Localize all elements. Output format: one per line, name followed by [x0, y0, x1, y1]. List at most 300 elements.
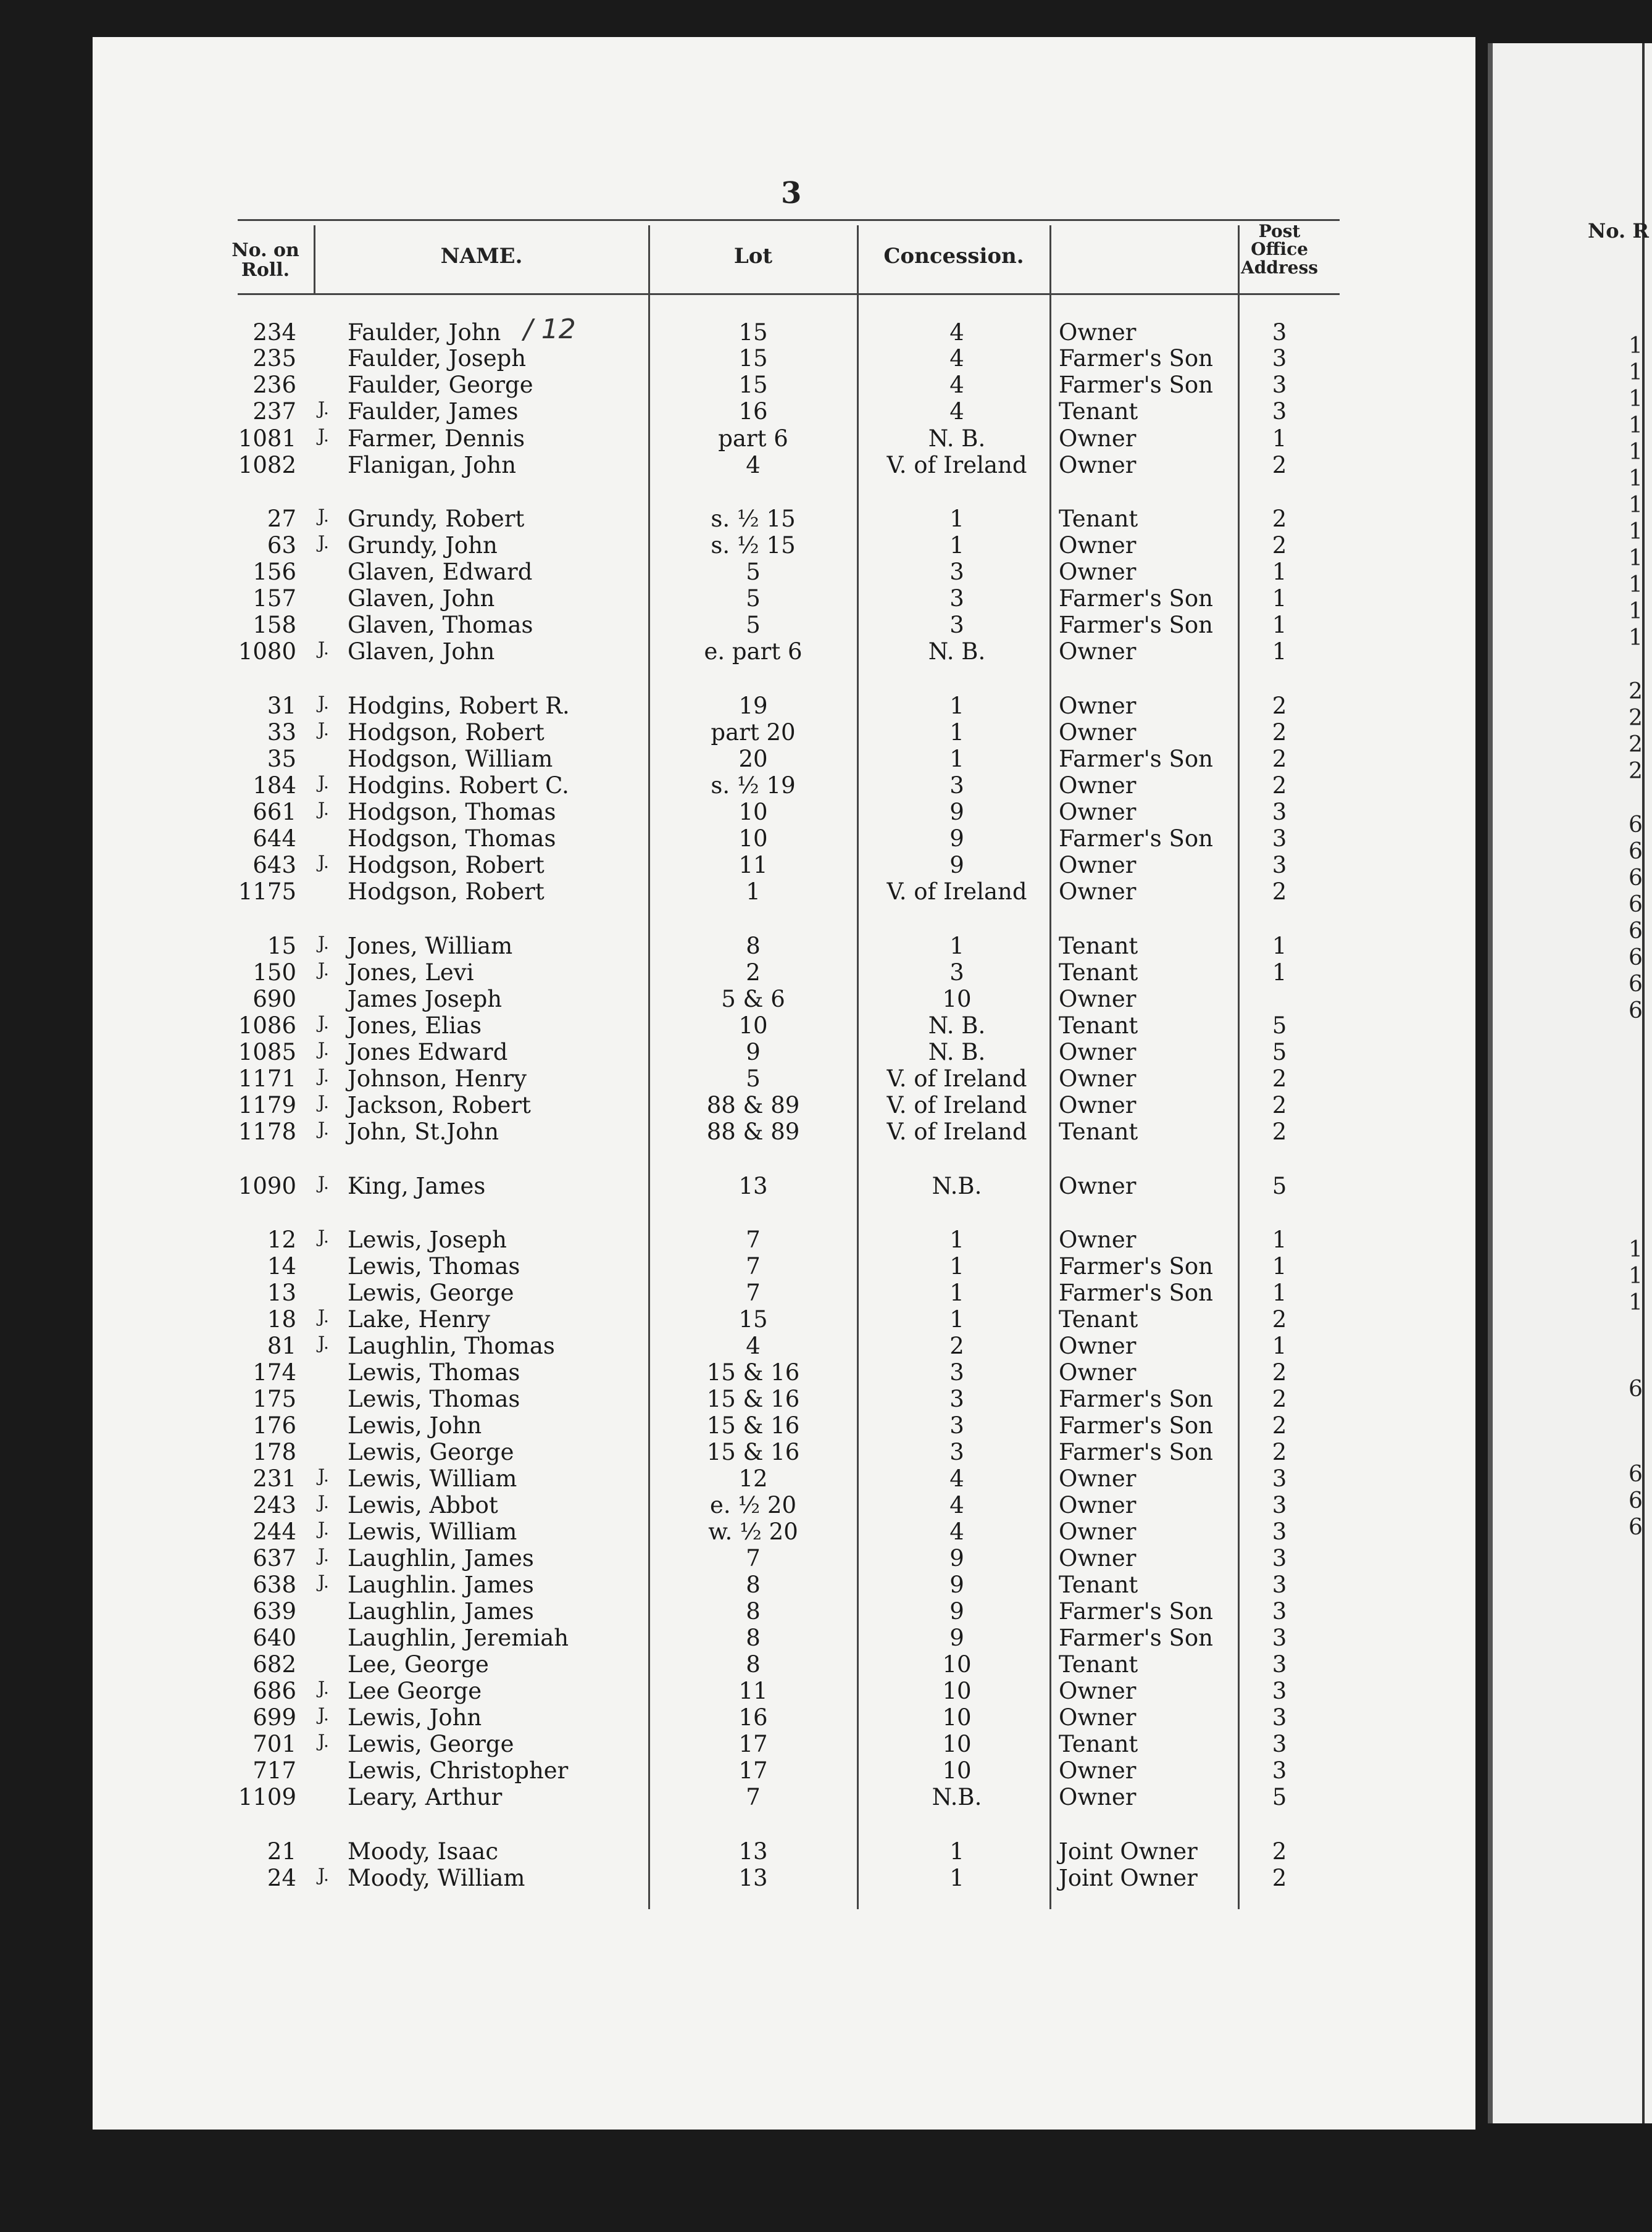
- concession: 1: [949, 933, 964, 959]
- juror-mark: J.: [318, 532, 329, 552]
- qualification: Farmer's Son: [1059, 1386, 1213, 1412]
- adjacent-page-number: 2: [1629, 732, 1643, 757]
- roll-number: 81: [267, 1333, 296, 1359]
- lot-number: 8: [746, 1598, 761, 1625]
- juror-mark: J.: [318, 1333, 329, 1353]
- lot-number: 11: [738, 852, 768, 878]
- roll-number: 638: [252, 1572, 296, 1598]
- qualification: Joint Owner: [1059, 1838, 1198, 1865]
- qualification: Farmer's Son: [1059, 1280, 1213, 1306]
- adjacent-page-number: 1: [1629, 599, 1643, 624]
- lot-number: 16: [738, 398, 768, 425]
- adjacent-page: [1488, 43, 1652, 2123]
- concession: 2: [949, 1333, 964, 1359]
- qualification: Owner: [1059, 532, 1137, 559]
- adjacent-page-number: 2: [1629, 759, 1643, 784]
- post-office-number: 2: [1272, 1838, 1287, 1865]
- adjacent-page-number: 1: [1629, 360, 1643, 385]
- concession: 1: [949, 746, 964, 772]
- juror-mark: J.: [318, 852, 329, 872]
- post-office-number: 3: [1272, 1518, 1287, 1545]
- qualification: Owner: [1059, 1545, 1137, 1572]
- concession: 9: [949, 825, 964, 852]
- qualification: Owner: [1059, 719, 1137, 746]
- post-office-number: 3: [1272, 398, 1287, 425]
- roll-number: 639: [252, 1598, 296, 1625]
- qualification: Owner: [1059, 772, 1137, 799]
- lot-number: 17: [738, 1757, 768, 1784]
- qualification: Owner: [1059, 1092, 1137, 1118]
- qualification: Owner: [1059, 878, 1137, 905]
- concession: 1: [949, 1306, 964, 1333]
- concession: N.B.: [932, 1173, 982, 1199]
- qualification: Tenant: [1059, 1118, 1138, 1145]
- concession: 3: [949, 559, 964, 585]
- elector-name: Lewis, George: [348, 1439, 514, 1465]
- lot-number: 5: [746, 1065, 761, 1092]
- lot-number: 7: [746, 1280, 761, 1306]
- qualification: Farmer's Son: [1059, 746, 1213, 772]
- concession: V. of Ireland: [886, 1065, 1027, 1092]
- concession: V. of Ireland: [886, 452, 1027, 478]
- juror-mark: J.: [318, 1704, 329, 1725]
- lot-number: 5: [746, 559, 761, 585]
- roll-number: 682: [252, 1651, 296, 1678]
- concession: 4: [949, 398, 964, 425]
- roll-number: 637: [252, 1545, 296, 1572]
- concession: 4: [949, 1492, 964, 1518]
- qualification: Owner: [1059, 425, 1137, 452]
- juror-mark: J.: [318, 1092, 329, 1112]
- qualification: Owner: [1059, 799, 1137, 825]
- adjacent-page-number: 6: [1629, 945, 1643, 970]
- elector-name: Lee, George: [348, 1651, 489, 1678]
- concession: 1: [949, 1253, 964, 1280]
- qualification: Tenant: [1059, 1651, 1138, 1678]
- elector-name: Hodgson, Robert: [348, 719, 544, 746]
- juror-mark: J.: [318, 959, 329, 980]
- adjacent-page-header: No. R: [1588, 219, 1649, 243]
- lot-number: 15 & 16: [706, 1412, 800, 1439]
- qualification: Farmer's Son: [1059, 1253, 1213, 1280]
- elector-name: Leary, Arthur: [348, 1784, 503, 1810]
- lot-number: w. ½ 20: [708, 1518, 798, 1545]
- concession: 9: [949, 1625, 964, 1651]
- elector-name: Jones, Levi: [348, 959, 474, 986]
- elector-name: James Joseph: [348, 986, 503, 1012]
- roll-number: 35: [267, 746, 296, 772]
- qualification: Owner: [1059, 1757, 1137, 1784]
- roll-number: 18: [267, 1306, 296, 1333]
- adjacent-page-number: 1: [1629, 333, 1643, 359]
- juror-mark: J.: [318, 398, 329, 418]
- post-office-number: 3: [1272, 1704, 1287, 1731]
- elector-name: John, St.John: [348, 1118, 499, 1145]
- qualification: Tenant: [1059, 1306, 1138, 1333]
- roll-number: 63: [267, 532, 296, 559]
- post-office-number: 1: [1272, 638, 1287, 665]
- elector-name: Hodgson, William: [348, 746, 553, 772]
- divider-no-name: [314, 225, 315, 293]
- qualification: Owner: [1059, 1784, 1137, 1810]
- lot-number: 1: [746, 878, 761, 905]
- lot-number: e. part 6: [704, 638, 803, 665]
- concession: V. of Ireland: [886, 878, 1027, 905]
- post-office-number: 2: [1272, 1439, 1287, 1465]
- elector-name: Laughlin, Thomas: [348, 1333, 555, 1359]
- qualification: Farmer's Son: [1059, 825, 1213, 852]
- juror-mark: J.: [318, 1118, 329, 1139]
- roll-number: 1085: [238, 1039, 296, 1065]
- concession: 1: [949, 693, 964, 719]
- roll-number: 1082: [238, 452, 296, 478]
- lot-number: 7: [746, 1545, 761, 1572]
- qualification: Owner: [1059, 1065, 1137, 1092]
- post-office-number: 2: [1272, 506, 1287, 532]
- divider-name-lot: [648, 225, 650, 1909]
- concession: 3: [949, 1386, 964, 1412]
- elector-name: Glaven, Thomas: [348, 612, 533, 638]
- roll-number: 1090: [238, 1173, 296, 1199]
- adjacent-page-number: 1: [1629, 519, 1643, 544]
- concession: 9: [949, 799, 964, 825]
- roll-number: 243: [252, 1492, 296, 1518]
- concession: 4: [949, 345, 964, 372]
- adjacent-page-number: 1: [1629, 572, 1643, 598]
- concession: N. B.: [928, 425, 986, 452]
- lot-number: 8: [746, 1651, 761, 1678]
- roll-number: 33: [267, 719, 296, 746]
- post-office-number: 2: [1272, 532, 1287, 559]
- roll-number: 156: [252, 559, 296, 585]
- post-office-number: 3: [1272, 1572, 1287, 1598]
- concession: 10: [942, 1704, 972, 1731]
- qualification: Owner: [1059, 852, 1137, 878]
- lot-number: part 6: [718, 425, 788, 452]
- concession: 1: [949, 532, 964, 559]
- post-office-number: 3: [1272, 319, 1287, 346]
- post-office-number: 2: [1272, 719, 1287, 746]
- roll-number: 1080: [238, 638, 296, 665]
- post-office-number: 3: [1272, 1678, 1287, 1704]
- post-office-number: 3: [1272, 1731, 1287, 1757]
- qualification: Farmer's Son: [1059, 1412, 1213, 1439]
- concession: N. B.: [928, 1039, 986, 1065]
- roll-number: 1179: [238, 1092, 296, 1118]
- roll-number: 1109: [238, 1784, 296, 1810]
- roll-number: 150: [252, 959, 296, 986]
- adjacent-page-number: 6: [1629, 1462, 1643, 1487]
- juror-mark: J.: [318, 1012, 329, 1033]
- concession: V. of Ireland: [886, 1092, 1027, 1118]
- elector-name: Hodgson, Robert: [348, 852, 544, 878]
- post-office-number: 3: [1272, 825, 1287, 852]
- qualification: Tenant: [1059, 959, 1138, 986]
- concession: N.B.: [932, 1784, 982, 1810]
- elector-name: Moody, William: [348, 1865, 525, 1891]
- adjacent-page-number: 6: [1629, 1376, 1643, 1402]
- concession: V. of Ireland: [886, 1118, 1027, 1145]
- concession: 3: [949, 1412, 964, 1439]
- post-office-number: 2: [1272, 1386, 1287, 1412]
- adjacent-page-number: 1: [1629, 625, 1643, 651]
- handwritten-note: / 12: [524, 314, 576, 345]
- lot-number: 15 & 16: [706, 1386, 800, 1412]
- elector-name: Hodgins. Robert C.: [348, 772, 569, 799]
- adjacent-page-number: 1: [1629, 493, 1643, 518]
- qualification: Owner: [1059, 559, 1137, 585]
- roll-number: 184: [252, 772, 296, 799]
- post-office-number: 2: [1272, 1118, 1287, 1145]
- roll-number: 701: [252, 1731, 296, 1757]
- adjacent-page-number: 6: [1629, 865, 1643, 891]
- post-office-number: 1: [1272, 959, 1287, 986]
- post-office-number: 3: [1272, 1492, 1287, 1518]
- post-office-number: 2: [1272, 1359, 1287, 1386]
- juror-mark: J.: [318, 1039, 329, 1059]
- juror-mark: J.: [318, 1545, 329, 1565]
- concession: 1: [949, 1280, 964, 1306]
- post-office-number: 3: [1272, 372, 1287, 398]
- roll-number: 661: [252, 799, 296, 825]
- elector-name: King, James: [348, 1173, 486, 1199]
- post-office-number: 3: [1272, 799, 1287, 825]
- lot-number: 2: [746, 959, 761, 986]
- page-gutter: [1488, 43, 1493, 2123]
- elector-name: Grundy, John: [348, 532, 498, 559]
- elector-name: Lewis, Joseph: [348, 1226, 507, 1253]
- juror-mark: J.: [318, 1465, 329, 1486]
- juror-mark: J.: [318, 1173, 329, 1193]
- roll-number: 686: [252, 1678, 296, 1704]
- juror-mark: J.: [318, 1226, 329, 1247]
- roll-number: 24: [267, 1865, 296, 1891]
- post-office-number: 5: [1272, 1173, 1287, 1199]
- post-office-number: 2: [1272, 693, 1287, 719]
- adjacent-page-number: 1: [1629, 1290, 1643, 1315]
- post-office-number: 3: [1272, 1545, 1287, 1572]
- roll-number: 14: [267, 1253, 296, 1280]
- adjacent-page-number: 1: [1629, 1237, 1643, 1262]
- lot-number: 19: [738, 693, 768, 719]
- concession: 3: [949, 772, 964, 799]
- post-office-number: 2: [1272, 746, 1287, 772]
- roll-number: 235: [252, 345, 296, 372]
- post-office-number: 3: [1272, 1651, 1287, 1678]
- qualification: Tenant: [1059, 933, 1138, 959]
- elector-name: Johnson, Henry: [348, 1065, 527, 1092]
- lot-number: 17: [738, 1731, 768, 1757]
- elector-name: Lake, Henry: [348, 1306, 491, 1333]
- elector-name: Farmer, Dennis: [348, 425, 525, 452]
- concession: 10: [942, 1678, 972, 1704]
- juror-mark: J.: [318, 1492, 329, 1512]
- elector-name: Grundy, Robert: [348, 506, 525, 532]
- concession: 10: [942, 1731, 972, 1757]
- juror-mark: J.: [318, 719, 329, 739]
- elector-name: Jones Edward: [348, 1039, 508, 1065]
- lot-number: 8: [746, 933, 761, 959]
- header-concession: Concession.: [883, 244, 1024, 269]
- elector-name: Hodgson, Thomas: [348, 825, 556, 852]
- concession: 10: [942, 1651, 972, 1678]
- concession: 9: [949, 1545, 964, 1572]
- qualification: Owner: [1059, 1465, 1137, 1492]
- juror-mark: J.: [318, 1865, 329, 1885]
- qualification: Owner: [1059, 986, 1137, 1012]
- qualification: Farmer's Son: [1059, 1439, 1213, 1465]
- post-office-number: 1: [1272, 559, 1287, 585]
- roll-number: 31: [267, 693, 296, 719]
- concession: 3: [949, 612, 964, 638]
- lot-number: 7: [746, 1784, 761, 1810]
- qualification: Tenant: [1059, 1731, 1138, 1757]
- elector-name: Lewis, William: [348, 1518, 517, 1545]
- elector-name: Glaven, John: [348, 638, 495, 665]
- elector-name: Faulder, John: [348, 319, 501, 346]
- lot-number: 15: [738, 319, 768, 346]
- roll-number: 643: [252, 852, 296, 878]
- elector-name: Lewis, John: [348, 1412, 482, 1439]
- juror-mark: J.: [318, 799, 329, 819]
- post-office-number: 1: [1272, 1280, 1287, 1306]
- roll-number: 1178: [238, 1118, 296, 1145]
- lot-number: 9: [746, 1039, 761, 1065]
- lot-number: 5: [746, 585, 761, 612]
- concession: N. B.: [928, 638, 986, 665]
- roll-number: 158: [252, 612, 296, 638]
- post-office-number: 1: [1272, 585, 1287, 612]
- juror-mark: J.: [318, 1731, 329, 1751]
- qualification: Joint Owner: [1059, 1865, 1198, 1891]
- qualification: Farmer's Son: [1059, 345, 1213, 372]
- lot-number: 4: [746, 452, 761, 478]
- lot-number: s. ½ 15: [711, 532, 796, 559]
- post-office-number: 1: [1272, 425, 1287, 452]
- juror-mark: J.: [318, 1065, 329, 1086]
- qualification: Tenant: [1059, 1572, 1138, 1598]
- lot-number: 10: [738, 799, 768, 825]
- roll-number: 174: [252, 1359, 296, 1386]
- lot-number: 7: [746, 1226, 761, 1253]
- lot-number: 15 & 16: [706, 1359, 800, 1386]
- elector-name: Laughlin, Jeremiah: [348, 1625, 569, 1651]
- roll-number: 717: [252, 1757, 296, 1784]
- lot-number: 13: [738, 1173, 768, 1199]
- concession: 4: [949, 319, 964, 346]
- elector-name: Laughlin, James: [348, 1545, 534, 1572]
- qualification: Owner: [1059, 693, 1137, 719]
- qualification: Owner: [1059, 1518, 1137, 1545]
- juror-mark: J.: [318, 425, 329, 446]
- juror-mark: J.: [318, 933, 329, 953]
- qualification: Owner: [1059, 1333, 1137, 1359]
- lot-number: part 20: [711, 719, 796, 746]
- lot-number: 13: [738, 1865, 768, 1891]
- concession: 1: [949, 506, 964, 532]
- concession: 3: [949, 1359, 964, 1386]
- header-lot: Lot: [733, 244, 773, 269]
- qualification: Owner: [1059, 638, 1137, 665]
- post-office-number: 3: [1272, 1757, 1287, 1784]
- adjacent-page-number: 6: [1629, 812, 1643, 838]
- adjacent-page-number: 6: [1629, 918, 1643, 944]
- juror-mark: J.: [318, 693, 329, 713]
- qualification: Owner: [1059, 1039, 1137, 1065]
- elector-name: Lewis, Thomas: [348, 1386, 520, 1412]
- concession: 1: [949, 1226, 964, 1253]
- juror-mark: J.: [318, 638, 329, 659]
- qualification: Owner: [1059, 1704, 1137, 1731]
- roll-number: 12: [267, 1226, 296, 1253]
- adjacent-page-number: 6: [1629, 1488, 1643, 1514]
- header-post-office: Post Office Address: [1241, 221, 1318, 278]
- roll-number: 244: [252, 1518, 296, 1545]
- lot-number: 13: [738, 1838, 768, 1865]
- header-bottom-rule: [238, 293, 1340, 295]
- roll-number: 13: [267, 1280, 296, 1306]
- adjacent-page-number: 2: [1629, 706, 1643, 731]
- adjacent-page-number: 6: [1629, 839, 1643, 864]
- lot-number: 4: [746, 1333, 761, 1359]
- roll-number: 175: [252, 1386, 296, 1412]
- qualification: Farmer's Son: [1059, 1598, 1213, 1625]
- elector-name: Hodgson, Thomas: [348, 799, 556, 825]
- roll-number: 178: [252, 1439, 296, 1465]
- lot-number: 5 & 6: [721, 986, 785, 1012]
- roll-number: 690: [252, 986, 296, 1012]
- concession: 3: [949, 959, 964, 986]
- roll-number: 237: [252, 398, 296, 425]
- roll-number: 231: [252, 1465, 296, 1492]
- post-office-number: 5: [1272, 1012, 1287, 1039]
- concession: 3: [949, 1439, 964, 1465]
- qualification: Farmer's Son: [1059, 585, 1213, 612]
- elector-name: Hodgson, Robert: [348, 878, 544, 905]
- post-office-number: 1: [1272, 1253, 1287, 1280]
- concession: 9: [949, 1572, 964, 1598]
- lot-number: s. ½ 15: [711, 506, 796, 532]
- lot-number: 15 & 16: [706, 1439, 800, 1465]
- header-top-rule: [238, 219, 1340, 221]
- post-office-number: 3: [1272, 345, 1287, 372]
- post-office-number: 2: [1272, 1092, 1287, 1118]
- concession: 9: [949, 852, 964, 878]
- post-office-number: 5: [1272, 1784, 1287, 1810]
- concession: 1: [949, 1838, 964, 1865]
- roll-number: 21: [267, 1838, 296, 1865]
- roll-number: 1086: [238, 1012, 296, 1039]
- elector-name: Jackson, Robert: [348, 1092, 531, 1118]
- lot-number: s. ½ 19: [711, 772, 796, 799]
- adjacent-page-number: 1: [1629, 439, 1643, 465]
- page-number: 3: [781, 176, 802, 210]
- roll-number: 176: [252, 1412, 296, 1439]
- lot-number: 15: [738, 1306, 768, 1333]
- post-office-number: 2: [1272, 1865, 1287, 1891]
- post-office-number: 1: [1272, 612, 1287, 638]
- qualification: Owner: [1059, 319, 1137, 346]
- elector-name: Lewis, Abbot: [348, 1492, 498, 1518]
- post-office-number: 3: [1272, 1465, 1287, 1492]
- roll-number: 644: [252, 825, 296, 852]
- qualification: Tenant: [1059, 398, 1138, 425]
- roll-number: 1175: [238, 878, 296, 905]
- post-office-number: 2: [1272, 452, 1287, 478]
- qualification: Farmer's Son: [1059, 1625, 1213, 1651]
- adjacent-page-number: 6: [1629, 892, 1643, 917]
- elector-name: Glaven, John: [348, 585, 495, 612]
